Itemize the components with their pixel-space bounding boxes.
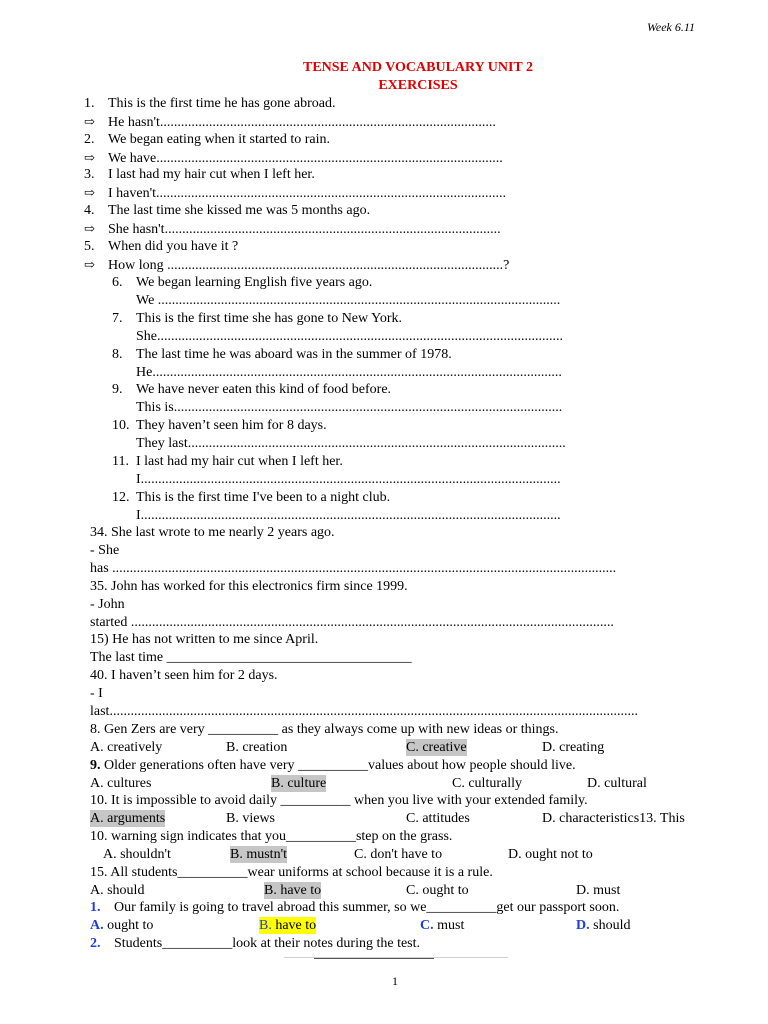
option-b-highlighted: B. have to bbox=[264, 883, 322, 898]
option-a: A. ought to bbox=[90, 918, 154, 933]
vocab-question: 9. Older generations often have very __________values about how people should live. bbox=[90, 758, 576, 773]
exercise-item: 34. She last wrote to me nearly 2 years ago. bbox=[90, 525, 335, 540]
vocab-question: 8. Gen Zers are very __________ as they always come up with new ideas or things. bbox=[90, 722, 559, 737]
page-title: TENSE AND VOCABULARY UNIT 2 bbox=[302, 60, 533, 75]
vocab-question: 10. It is impossible to avoid daily __________ when you live with your extended family. bbox=[90, 793, 588, 808]
exercise-item: 15) He has not written to me since April. bbox=[90, 632, 319, 647]
exercise-item: 1. This is the first time he has gone abroad. bbox=[84, 96, 336, 111]
option-b: B. views bbox=[226, 811, 275, 826]
option-a: A. shouldn't bbox=[103, 847, 171, 862]
answer-line: She.................................................................................................................... bbox=[136, 329, 563, 344]
answer-line: This is............................................................................................................... bbox=[136, 400, 563, 415]
option-c-highlighted: C. creative bbox=[406, 740, 467, 755]
exercise-item: 11. I last had my hair cut when I left her. bbox=[112, 454, 343, 469]
answer-line: We ................................................................................................................... bbox=[136, 293, 561, 308]
option-d: D. creating bbox=[542, 740, 605, 755]
page-subtitle: EXERCISES bbox=[378, 78, 458, 93]
answer-line: has ................................................................................................................................................ bbox=[90, 561, 617, 576]
exercise-item: 8. The last time he was aboard was in the summer of 1978. bbox=[112, 347, 452, 362]
header-week-label: Week 6.11 bbox=[647, 20, 695, 34]
answer-line: The last time ___________________________________ bbox=[90, 650, 412, 665]
option-c: C. don't have to bbox=[354, 847, 443, 862]
option-a-highlighted: A. arguments bbox=[90, 811, 166, 826]
exercise-item: 3. I last had my hair cut when I left her. bbox=[84, 167, 315, 182]
vocab-question: 10. warning sign indicates that you__________step on the grass. bbox=[90, 829, 453, 844]
option-b: B. creation bbox=[226, 740, 288, 755]
exercise-item: 6. We began learning English five years ago. bbox=[112, 275, 373, 290]
exercise-item: 5. When did you have it ? bbox=[84, 239, 239, 254]
exercise-item: 35. John has worked for this electronics firm since 1999. bbox=[90, 579, 408, 594]
vocab-question: 1. Our family is going to travel abroad this summer, so we__________get our passport soon. bbox=[90, 900, 620, 915]
option-b-highlighted: B. mustn't bbox=[230, 847, 287, 862]
answer-line: ⇨ She hasn't................................................................................................ bbox=[84, 221, 501, 237]
answer-line: ⇨ I haven't.................................................................................................... bbox=[84, 185, 507, 201]
exercise-item: 40. I haven’t seen him for 2 days. bbox=[90, 668, 278, 683]
option-c: C. must bbox=[420, 918, 465, 933]
answer-line: They last............................................................................................................ bbox=[136, 436, 566, 451]
option-c: C. ought to bbox=[406, 883, 469, 898]
answer-line: ⇨ He hasn't................................................................................................ bbox=[84, 114, 496, 130]
arrow-right-icon: ⇨ bbox=[84, 221, 95, 236]
vocab-question: 2. Students__________look at their notes during the test. bbox=[90, 936, 421, 951]
exercise-item: 7. This is the first time she has gone to New York. bbox=[112, 311, 402, 326]
answer-line: started .......................................................................................................................................... bbox=[90, 615, 614, 630]
answer-line: - She bbox=[90, 543, 120, 558]
exercise-item: 10. They haven’t seen him for 8 days. bbox=[112, 418, 327, 433]
vocab-question: 15. All students__________wear uniforms at school because it is a rule. bbox=[90, 865, 493, 880]
arrow-right-icon: ⇨ bbox=[84, 257, 95, 272]
answer-line: - John bbox=[90, 597, 125, 612]
answer-line: - I bbox=[90, 686, 103, 701]
option-d: D. ought not to bbox=[508, 847, 593, 862]
option-d: D. characteristics13. This bbox=[542, 811, 685, 826]
arrow-right-icon: ⇨ bbox=[84, 150, 95, 165]
answer-line: I........................................................................................................................ bbox=[136, 508, 561, 523]
arrow-right-icon: ⇨ bbox=[84, 114, 95, 129]
option-b-highlighted: B. have to bbox=[259, 918, 317, 933]
page-number: 1 bbox=[392, 974, 398, 988]
answer-line: I........................................................................................................................ bbox=[136, 472, 561, 487]
option-a: A. creatively bbox=[90, 740, 163, 755]
option-d: D. must bbox=[576, 883, 621, 898]
exercise-item: 4. The last time she kissed me was 5 months ago. bbox=[84, 203, 371, 218]
option-a: A. cultures bbox=[90, 776, 152, 791]
exercise-item: 12. This is the first time I've been to a night club. bbox=[112, 490, 391, 505]
arrow-right-icon: ⇨ bbox=[84, 185, 95, 200]
option-d: D. should bbox=[576, 918, 631, 933]
answer-line: ⇨ We have................................................................................................... bbox=[84, 150, 503, 166]
option-d: D. cultural bbox=[587, 776, 647, 791]
exercise-item: 9. We have never eaten this kind of food before. bbox=[112, 382, 392, 397]
footer-divider-dark bbox=[314, 958, 434, 959]
answer-line: He..................................................................................................................... bbox=[136, 365, 562, 380]
option-b-highlighted: B. culture bbox=[271, 776, 327, 791]
option-c: C. attitudes bbox=[406, 811, 470, 826]
option-c: C. culturally bbox=[452, 776, 522, 791]
option-a: A. should bbox=[90, 883, 145, 898]
answer-line: last....................................................................................................................................................... bbox=[90, 704, 638, 719]
answer-line: ⇨ How long ................................................................................................? bbox=[84, 257, 510, 273]
exercise-item: 2. We began eating when it started to rain. bbox=[84, 132, 331, 147]
